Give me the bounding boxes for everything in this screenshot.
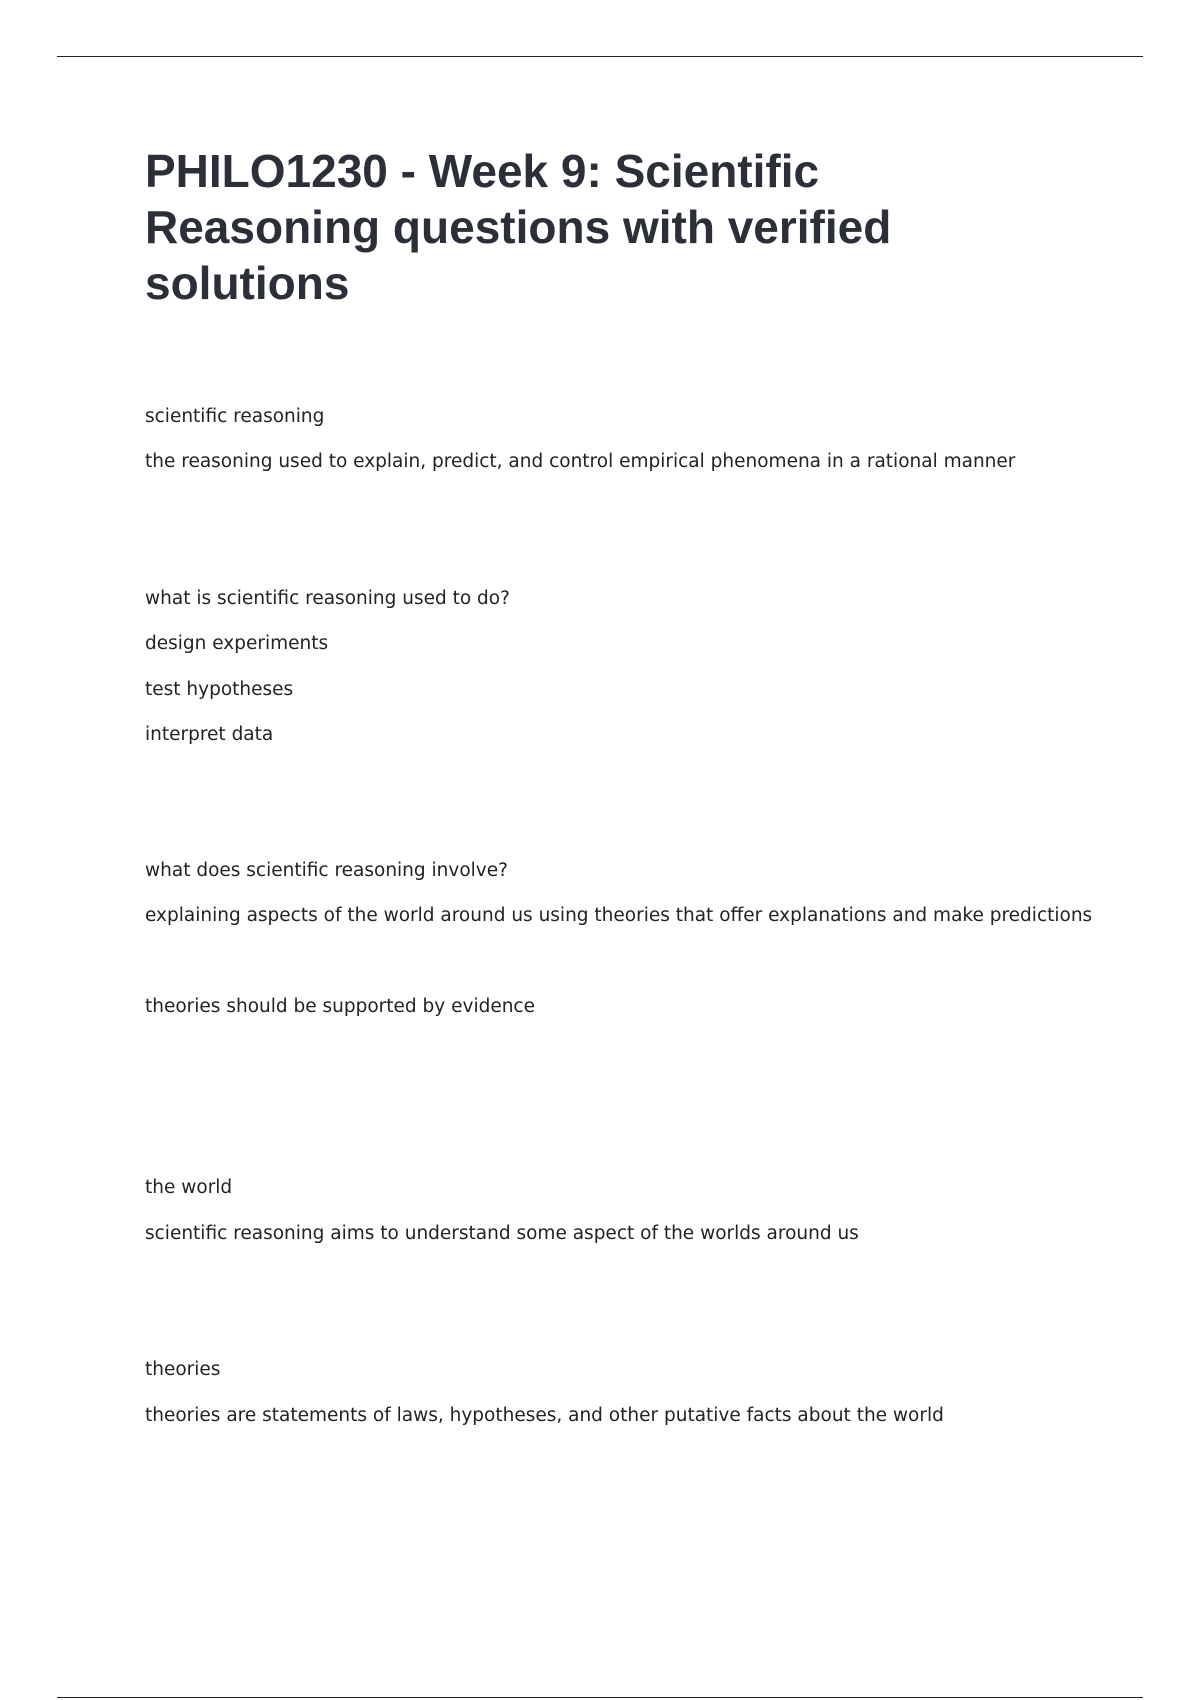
card-definition: interpret data	[145, 724, 274, 745]
card-term: scientific reasoning	[145, 406, 325, 427]
card-definition: scientific reasoning aims to understand some aspect of the worlds around us	[145, 1223, 859, 1244]
document-title: PHILO1230 - Week 9: Scientific Reasoning questions with verified solutions	[145, 145, 892, 309]
card-definition: the reasoning used to explain, predict, and control empirical phenomena in a rational manner	[145, 451, 1016, 472]
card-definition: theories should be supported by evidence	[145, 996, 535, 1017]
card-term: theories	[145, 1359, 221, 1380]
card-definition: explaining aspects of the world around us using theories that offer explanations and make predictions	[145, 905, 1093, 926]
card-term: the world	[145, 1177, 233, 1198]
bottom-divider	[57, 1697, 1143, 1698]
card-definition: test hypotheses	[145, 679, 294, 700]
top-divider	[57, 56, 1143, 57]
card-definition: design experiments	[145, 633, 329, 654]
card-definition: theories are statements of laws, hypotheses, and other putative facts about the world	[145, 1405, 944, 1426]
card-term: what is scientific reasoning used to do?	[145, 588, 510, 609]
card-term: what does scientific reasoning involve?	[145, 860, 508, 881]
